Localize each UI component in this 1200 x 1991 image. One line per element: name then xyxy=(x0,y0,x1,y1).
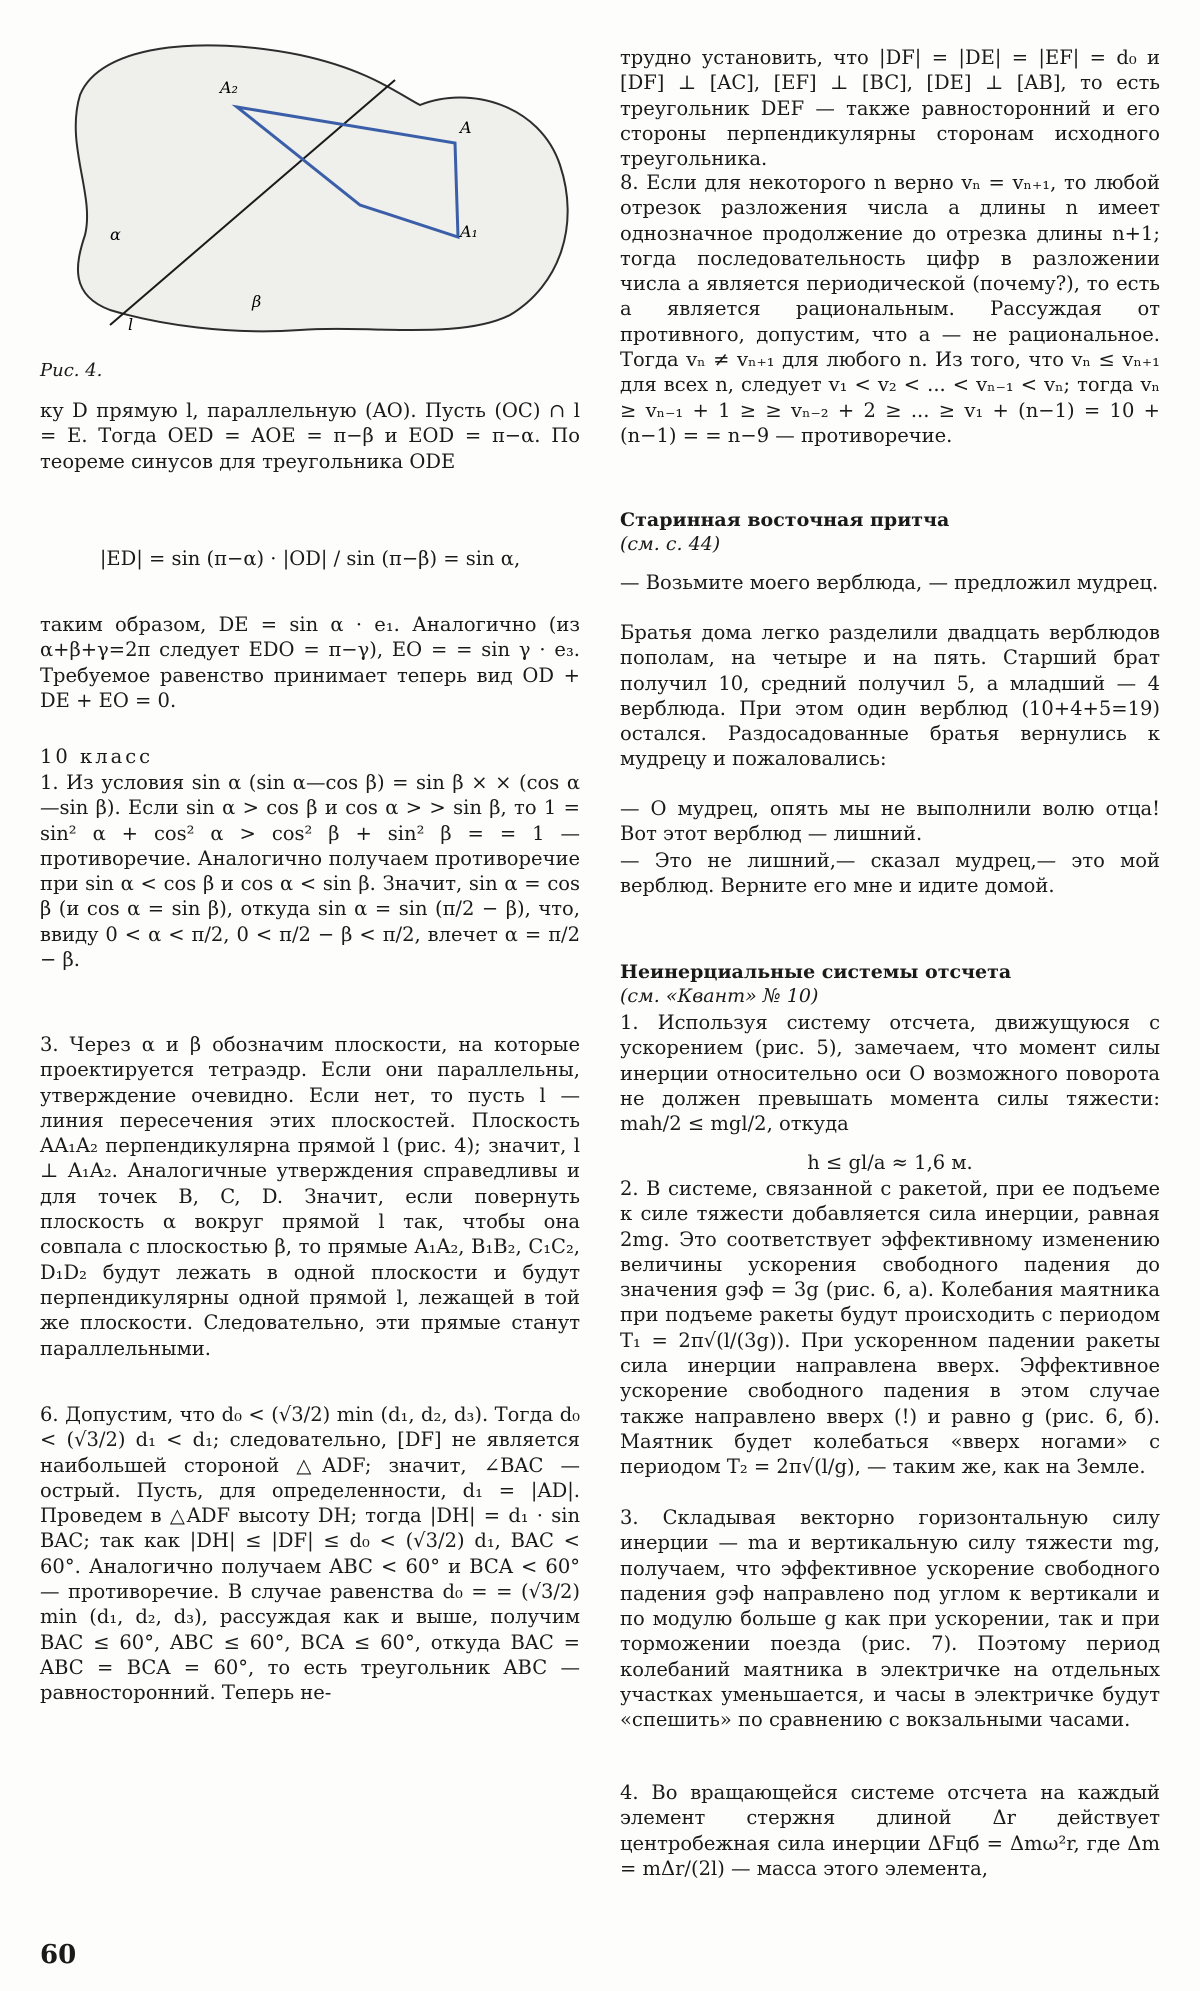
left-paragraph-3: 1. Из условия sin α (sin α—cos β) = sin β × × (cos α—sin β). Если sin α > cos β и cos α > > sin β, то 1 = sin² α + cos² α > cos² β + sin² β = = 1 — противоречие. Аналогично получаем противоречие при sin α < cos β и cos α < sin β. Значит, sin α = cos β (и cos α = sin β), откуда sin α = sin (π/2 − β), что, ввиду 0 < α < π/2, 0 < π/2 − β < π/2, влечет α = π/2 − β. xyxy=(40,771,580,972)
right-paragraph-1: трудно установить, что |DF| = |DE| = |EF| = d₀ и [DF] ⊥ [AC], [EF] ⊥ [BC], [DE] ⊥ [AB], то есть треугольник DEF — также равносторонний и его стороны перпендикулярны сторонам исходного треугольника. xyxy=(620,46,1160,171)
figure-caption: Рис. 4. xyxy=(40,360,103,381)
right-paragraph-3: — Возьмите моего верблюда, — предложил мудрец. xyxy=(620,571,1159,594)
label-a2: A₂ xyxy=(220,78,238,97)
left-paragraph-5: 6. Допустим, что d₀ < (√3/2) min (d₁, d₂, d₃). Тогда d₀ < (√3/2) d₁ < d₁; следовательно, [DF] не является наибольшей стороной △ADF; значит, ∠BAC — острый. Пусть, для определенности, d₁ = |AD|. Проведем в △ADF высоту DH; тогда |DH| = d₁ · sin BAC; так как |DH| ≤ |DF| ≤ d₀ < (√3/2) d₁, BAC < 60°. Аналогично получаем ABC < 60° и BCA < 60° — противоречие. В случае равенства d₀ = = (√3/2) min (d₁, d₂, d₃), рассуждая как и выше, получим BAC ≤ 60°, ABC ≤ 60°, BCA ≤ 60°, откуда BAC = ABC = BCA = 60°, то есть треугольник ABC — равносторонний. Теперь не- xyxy=(40,1403,580,1705)
left-paragraph-2: таким образом, DE = sin α · e₁. Аналогично (из α+β+γ=2π следует EDO = π−γ), EO = = sin γ · e₃. Требуемое равенство принимает теперь вид OD + DE + EO = 0. xyxy=(40,613,580,712)
section-ref-parable: (см. с. 44) xyxy=(620,533,721,555)
right-paragraph-10: 4. Во вращающейся системе отсчета на каждый элемент стержня длиной Δr действует центробежная сила инерции ΔFцб = Δmω²r, где Δm = mΔr/(2l) — масса этого элемента, xyxy=(620,1781,1160,1880)
grade-heading: 10 класс xyxy=(40,745,154,768)
right-paragraph-2: 8. Если для некоторого n верно vₙ = vₙ₊₁, то любой отрезок разложения числа a длины n имеет однозначное продолжение до отрезка длины n+1; тогда последовательность цифр в разложении числа a является периодической (почему?), то есть a является рациональным. Рассуждая от противного, допустим, что a — не рациональное. Тогда vₙ ≠ vₙ₊₁ для любого n. Из того, что vₙ ≤ vₙ₊₁ для всех n, следует v₁ < v₂ < ... < vₙ₋₁ < vₙ; тогда vₙ ≥ vₙ₋₁ + 1 ≥ ≥ vₙ₋₂ + 2 ≥ ... ≥ v₁ + (n−1) = 10 + (n−1) = = n−9 — противоречие. xyxy=(620,171,1160,447)
section-ref-frames: (см. «Квант» № 10) xyxy=(620,985,819,1007)
left-paragraph-4: 3. Через α и β обозначим плоскости, на которые проектируется тетраэдр. Если они параллельны, утверждение очевидно. Если нет, то пусть l — линия пересечения этих плоскостей. Плоскость AA₁A₂ перпендикулярна прямой l (рис. 4); значит, l ⊥ A₁A₂. Аналогичные утверждения справедливы и для точек B, C, D. Значит, если повернуть плоскость α вокруг прямой l так, чтобы она совпала с плоскостью β, то прямые A₁A₂, B₁B₂, C₁C₂, D₁D₂ будут лежать в одной плоскости и будут перпендикулярны одной прямой l, лежащей в той же плоскости. Следовательно, эти прямые станут параллельными. xyxy=(40,1033,580,1360)
label-alpha: α xyxy=(110,225,121,244)
right-paragraph-8: 2. В системе, связанной с ракетой, при ее подъеме к силе тяжести добавляется сила инерции, равная 2mg. Это соответствует эффективному изменению величины ускорения свободного падения до значения gэф = 3g (рис. 6, а). Колебания маятника при подъеме ракеты будут происходить с периодом T₁ = 2π√(l/(3g)). При ускоренном падении ракеты сила инерции направлена вверх. Эффективное ускорение свободного падения в этом случае также направлено вверх (!) и равно g (рис. 6, б). Маятник будет колебаться «вверх ногами» с периодом T₂ = 2π√(l/g), — таким же, как на Земле. xyxy=(620,1177,1160,1479)
section-heading-frames: Неинерциальные системы отсчета xyxy=(620,961,1012,983)
right-paragraph-4: Братья дома легко разделили двадцать верблюдов пополам, на четыре и на пять. Старший брат получил 10, средний получил 5, а младший — 4 верблюда. При этом один верблюд (10+4+5=19) остался. Раздосадованные братья вернулись к мудрецу и пожаловались: xyxy=(620,621,1160,771)
label-a1: A₁ xyxy=(460,222,478,241)
label-beta: β xyxy=(252,292,262,311)
figure-4-diagram xyxy=(40,25,580,345)
label-a: A xyxy=(460,118,472,137)
left-paragraph-1: ку D прямую l, параллельную (AO). Пусть (OC) ∩ l = E. Тогда OED = AOE = π−β и EOD = π−α. По теореме синусов для треугольника ODE xyxy=(40,399,580,473)
formula-h: h ≤ gl/a ≈ 1,6 м. xyxy=(807,1151,973,1174)
right-paragraph-7: 1. Используя систему отсчета, движущуюся с ускорением (рис. 5), замечаем, что момент силы инерции относительно оси O возможного поворота не должен превышать момента силы тяжести: mah/2 ≤ mgl/2, откуда xyxy=(620,1011,1160,1136)
page-number: 60 xyxy=(40,1940,77,1970)
plane-blob xyxy=(76,45,568,331)
formula-ed: |ED| = sin (π−α) · |OD| / sin (π−β) = sin α, xyxy=(99,547,521,570)
right-paragraph-9: 3. Складывая векторно горизонтальную силу инерции — ma и вертикальную силу тяжести mg, получаем, что эффективное ускорение свободного падения gэф направлено под углом к вертикали и по модулю больше g как при ускорении, так и при торможении поезда (рис. 7). Поэтому период колебаний маятника в электричке на отдельных участках уменьшается, и часы в электричке будут «спешить» по сравнению с вокзальными часами. xyxy=(620,1506,1160,1732)
section-heading-parable: Старинная восточная притча xyxy=(620,509,950,531)
right-paragraph-5: — О мудрец, опять мы не выполнили волю отца! Вот этот верблюд — лишний. xyxy=(620,797,1160,846)
label-l: l xyxy=(128,315,134,334)
right-paragraph-6: — Это не лишний,— сказал мудрец,— это мой верблюд. Верните его мне и идите домой. xyxy=(620,849,1160,898)
